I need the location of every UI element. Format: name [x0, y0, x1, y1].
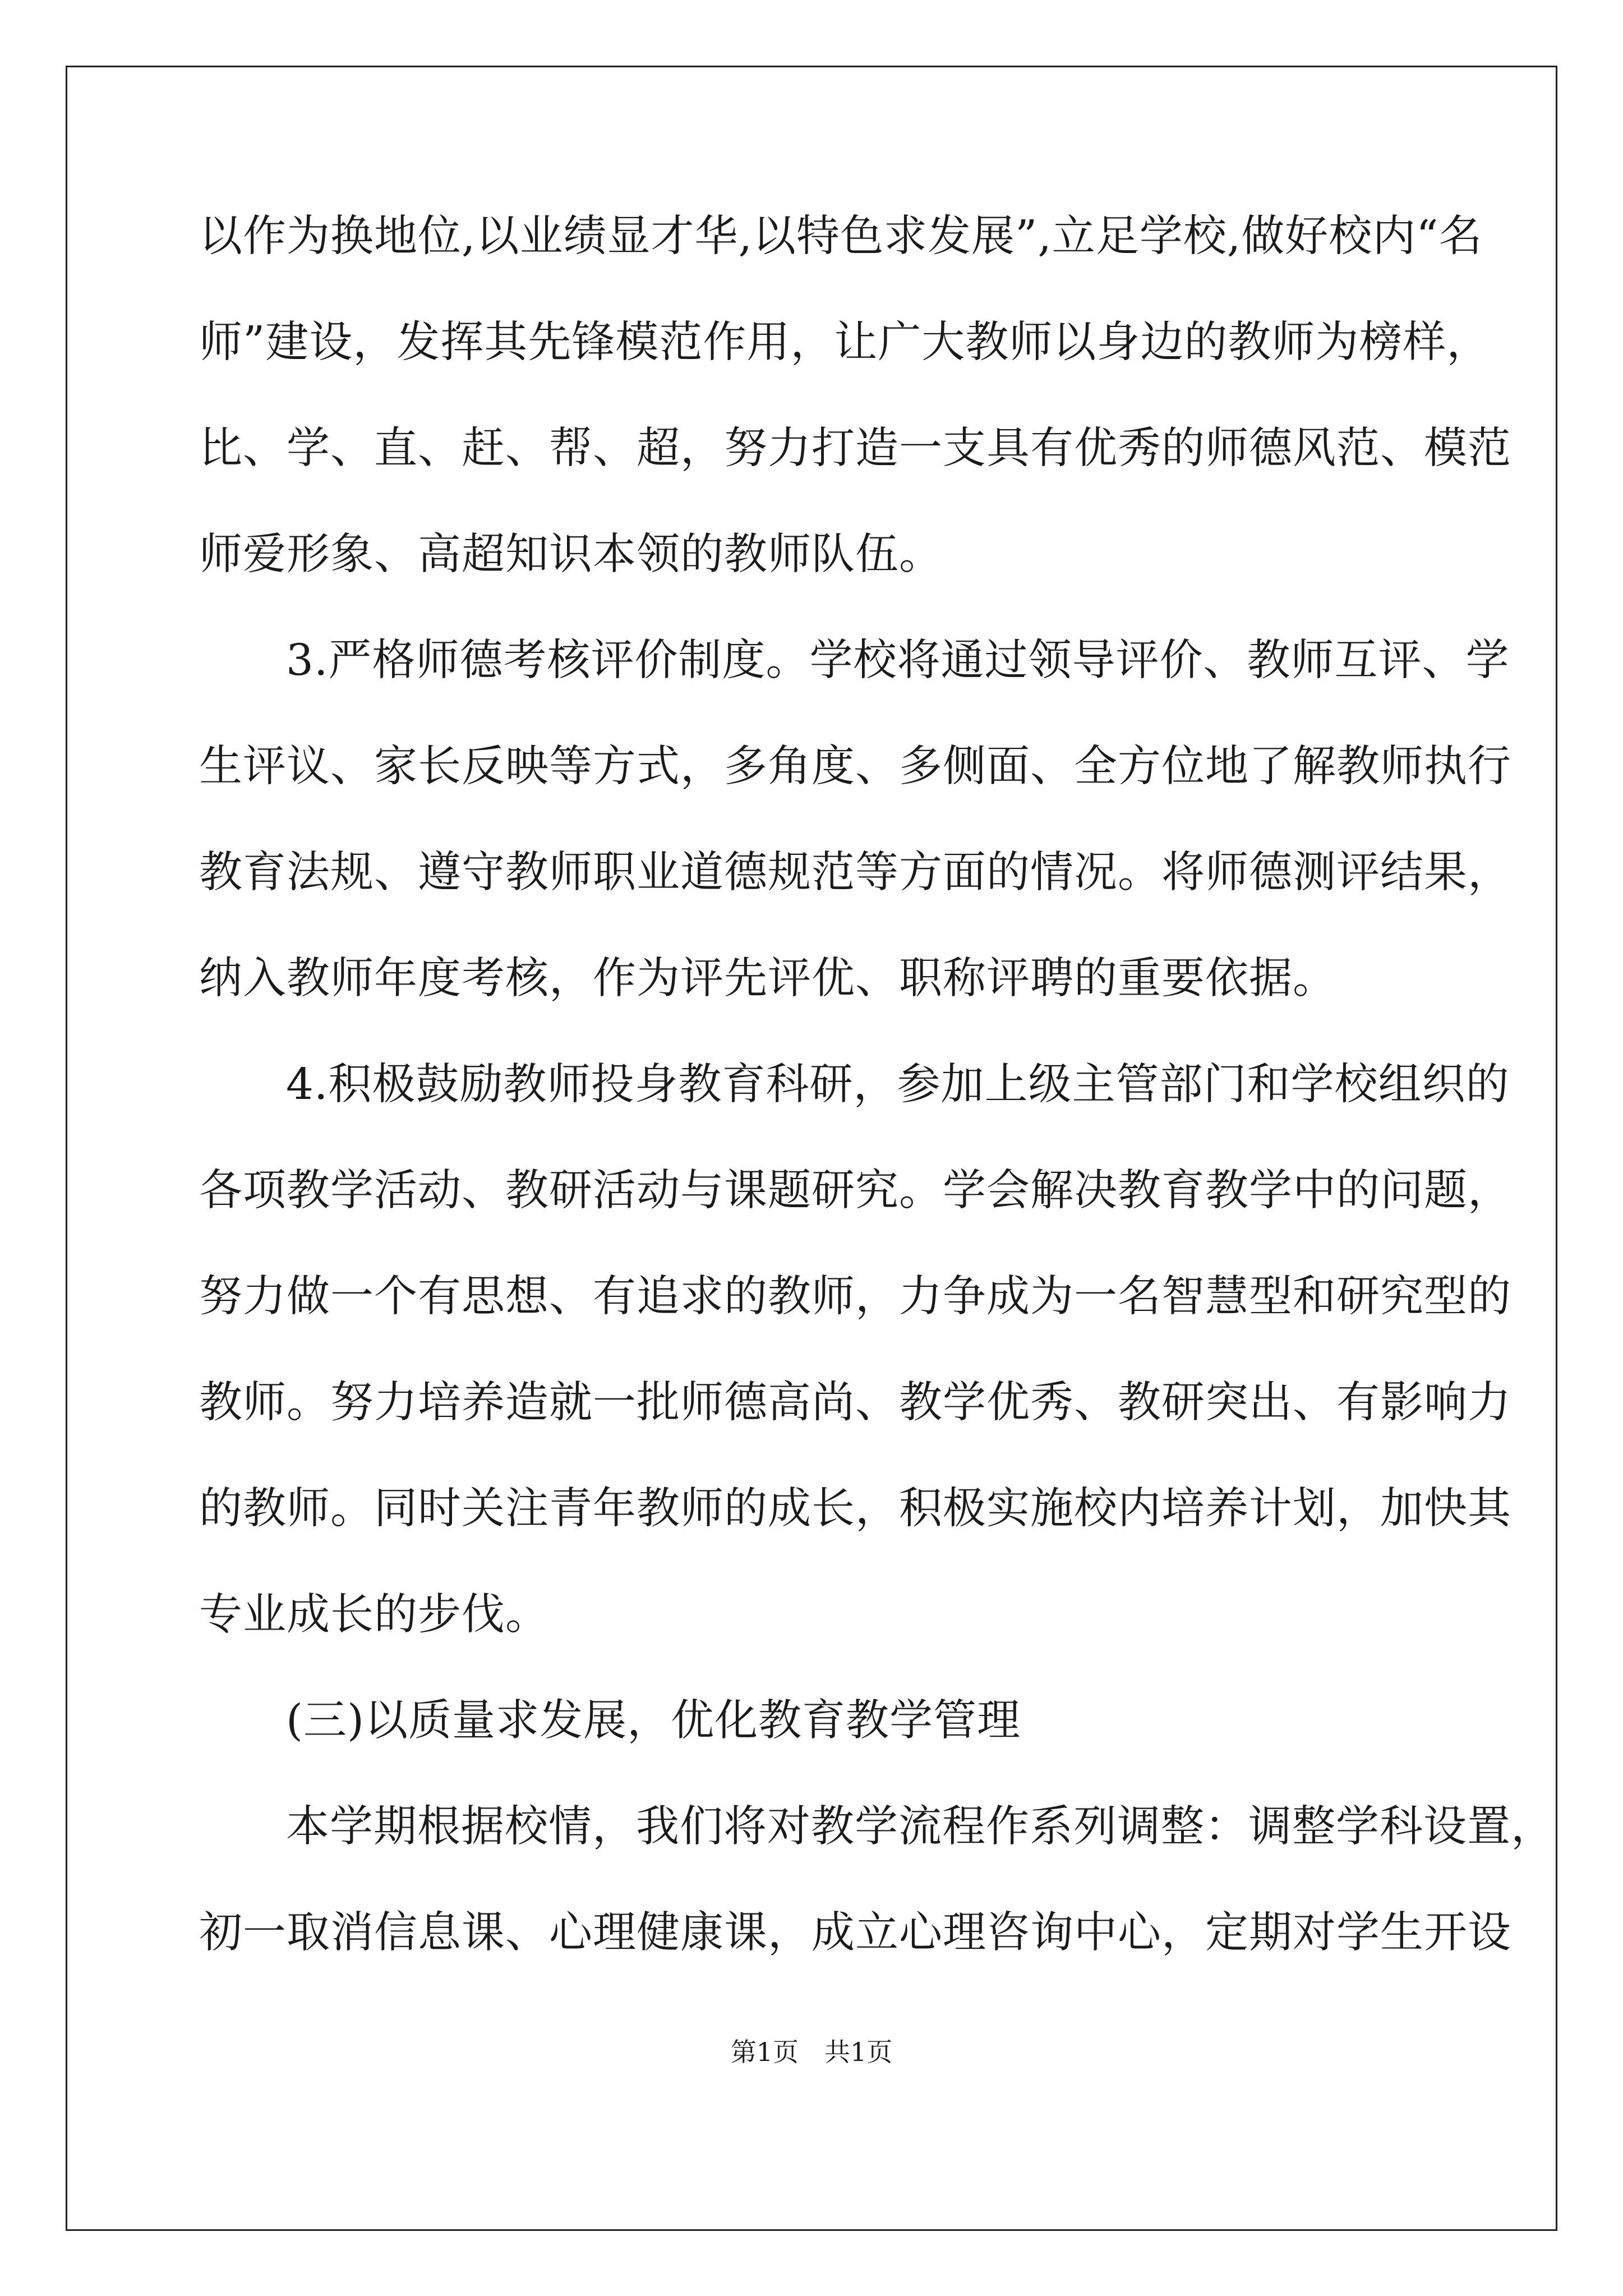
text-line: 的教师。同时关注青年教师的成长，积极实施校内培养计划，加快其: [199, 1484, 1511, 1534]
text-line: 专业成长的步伐。: [199, 1590, 549, 1640]
text-line: 4.积极鼓励教师投身教育科研，参加上级主管部门和学校组织的: [286, 1060, 1510, 1110]
text-line: 初一取消信息课、心理健康课，成立心理咨询中心，定期对学生开设: [199, 1908, 1511, 1958]
text-line: 生评议、家长反映等方式，多角度、多侧面、全方位地了解教师执行: [199, 742, 1511, 792]
text-line: 比、学、直、赶、帮、超，努力打造一支具有优秀的师德风范、模范: [199, 424, 1511, 473]
text-line: 纳入教师年度考核，作为评先评优、职称评聘的重要依据。: [199, 954, 1336, 1004]
text-line: 3.严格师德考核评价制度。学校将通过领导评价、教师互评、学: [286, 636, 1510, 685]
text-line: 教育法规、遵守教师职业道德规范等方面的情况。将师德测评结果，: [199, 848, 1511, 898]
section-heading: (三)以质量求发展，优化教育教学管理: [286, 1696, 1021, 1746]
page-total: 共1页: [824, 2037, 893, 2067]
page-footer: [0, 2035, 1623, 2069]
text-line: 教师。努力培养造就一批师德高尚、教学优秀、教研突出、有影响力: [199, 1378, 1511, 1428]
page-number: 第1页: [730, 2037, 799, 2067]
text-line: 努力做一个有思想、有追求的教师，力争成为一名智慧型和研究型的: [199, 1272, 1511, 1322]
text-line: 以作为换地位,以业绩显才华,以特色求发展”,立足学校,做好校内“名: [199, 211, 1483, 261]
text-line: 本学期根据校情，我们将对教学流程作系列调整：调整学科设置，: [286, 1802, 1555, 1852]
text-line: 各项教学活动、教研活动与课题研究。学会解决教育教学中的问题，: [199, 1166, 1511, 1216]
text-line: 师爱形象、高超知识本领的教师队伍。: [199, 530, 943, 579]
document-body: [199, 208, 1555, 2010]
text-line: 师”建设，发挥其先锋模范作用，让广大教师以身边的教师为榜样，: [199, 318, 1491, 367]
